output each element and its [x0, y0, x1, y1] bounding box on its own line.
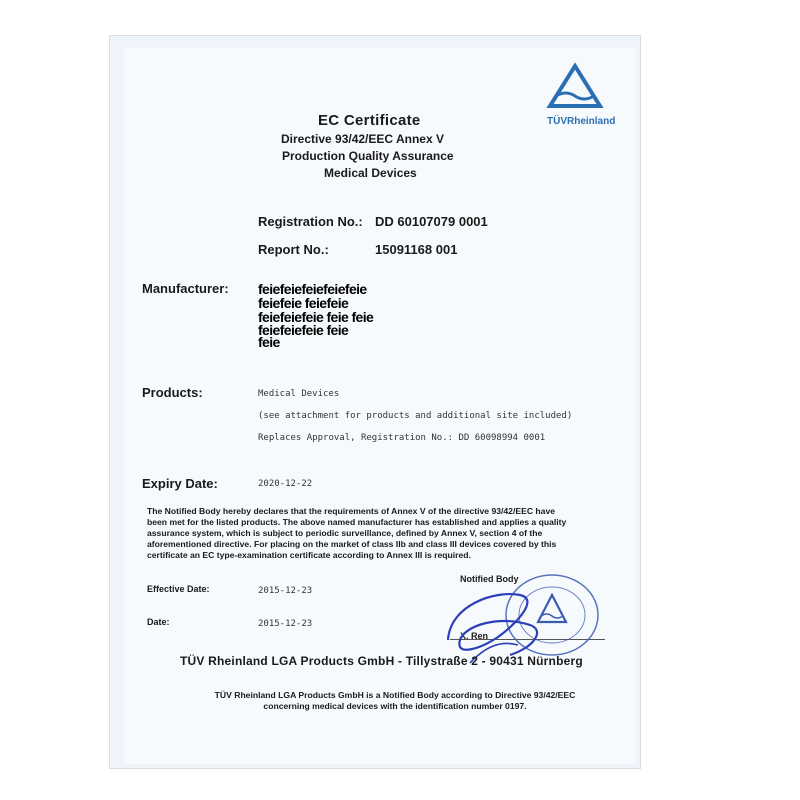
subtitle-line-3: Medical Devices	[324, 166, 417, 180]
logo-text: TÜVRheinland	[547, 116, 616, 127]
footer-note-line-2: concerning medical devices with the identification number 0197.	[263, 701, 527, 711]
manufacturer-line-1: feiefeiefeiefeiefeie	[258, 281, 367, 297]
registration-label: Registration No.:	[258, 214, 363, 229]
manufacturer-line-5: feie	[258, 334, 280, 350]
manufacturer-label: Manufacturer:	[142, 281, 229, 296]
report-value: 15091168 001	[375, 242, 458, 257]
declaration-line-5: certificate an EC type-examination certificate according to Annex III is required.	[147, 550, 471, 560]
products-line-3: Replaces Approval, Registration No.: DD 60098994 0001	[258, 433, 546, 443]
manufacturer-line-4: feiefeiefeie feie	[258, 322, 349, 338]
subtitle-line-1: Directive 93/42/EEC Annex V	[281, 132, 444, 146]
subtitle-line-2: Production Quality Assurance	[282, 149, 454, 163]
manufacturer-line-2: feiefeie feiefeie	[258, 295, 349, 311]
products-line-2: (see attachment for products and additional site included)	[258, 411, 573, 421]
effective-date-label: Effective Date:	[147, 584, 210, 594]
manufacturer-line-3: feiefeiefeie feie feie	[258, 309, 374, 325]
expiry-label: Expiry Date:	[142, 476, 218, 491]
notified-body-label: Notified Body	[460, 574, 519, 584]
date-value: 2015-12-23	[258, 619, 313, 629]
effective-date-value: 2015-12-23	[258, 586, 313, 596]
products-label: Products:	[142, 385, 203, 400]
signer-name: X. Ren	[460, 631, 489, 641]
certificate-title: EC Certificate	[318, 112, 421, 129]
declaration-line-2: been met for the listed products. The above named manufacturer has established and applies a quality	[147, 517, 567, 527]
declaration-line-1: The Notified Body hereby declares that the requirements of Annex V of the directive 93/42/EEC have	[147, 506, 555, 516]
company-address-line: TÜV Rheinland LGA Products GmbH - Tillystraße 2 - 90431 Nürnberg	[180, 654, 583, 668]
tuv-logo-icon	[542, 62, 608, 114]
registration-value: DD 60107079 0001	[375, 214, 488, 229]
footer-note-line-1: TÜV Rheinland LGA Products GmbH is a Notified Body according to Directive 93/42/EEC	[214, 690, 576, 700]
expiry-value: 2020-12-22	[258, 479, 313, 489]
products-line-1: Medical Devices	[258, 389, 340, 399]
date-label: Date:	[147, 617, 170, 627]
report-label: Report No.:	[258, 242, 329, 257]
declaration-line-4: aforementioned directive. For placing on the market of class IIb and class III devices covered by this	[147, 539, 557, 549]
declaration-line-3: assurance system, which is subject to periodic surveillance, defined by Annex V, section 4 of the	[147, 528, 543, 538]
